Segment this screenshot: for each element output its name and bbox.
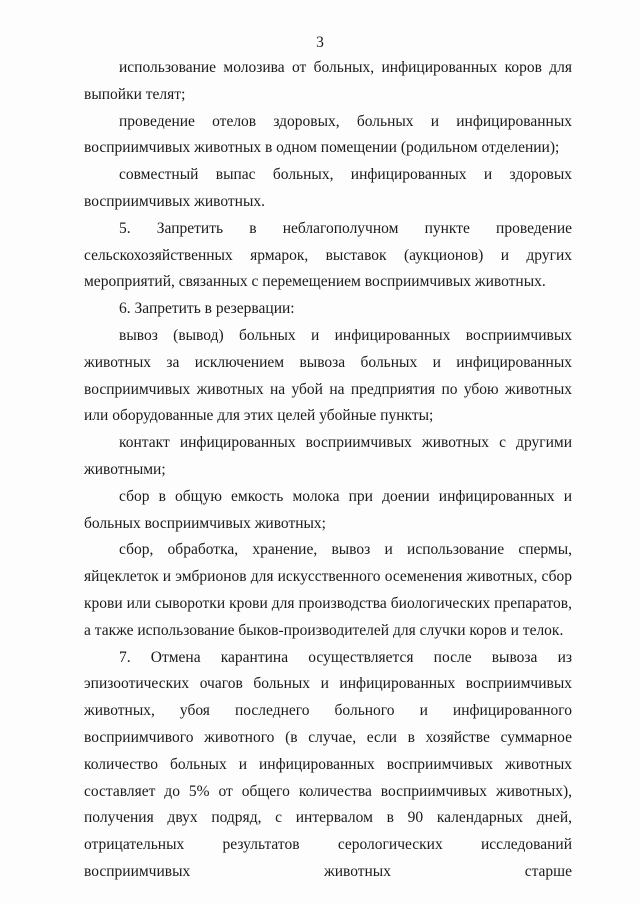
page-number: 3 xyxy=(316,34,324,51)
paragraph-colostrum: использование молозива от больных, инфицированных коров для выпойки телят; xyxy=(84,59,572,103)
paragraph-contact: контакт инфицированных восприимчивых животных с другими животными; xyxy=(84,434,572,478)
document-body xyxy=(84,55,572,886)
paragraph-calving: проведение отелов здоровых, больных и инфицированных восприимчивых животных в одном помещении (родильном отделении); xyxy=(84,112,572,157)
paragraph-grazing: совместный выпас больных, инфицированных и здоровых восприимчивых животных. xyxy=(84,166,572,210)
paragraph-item-5: 5. Запретить в неблагополучном пункте проведение сельскохозяйственных ярмарок, выставок (аукционов) и других мероприятий, связанных с перемещением восприимчивых животных. xyxy=(84,219,572,291)
paragraph-item-7: 7. Отмена карантина осуществляется после вывоза из эпизоотических очагов больных и инфицированных восприимчивых животных, убоя последнего больного и инфицированного восприимчивого животного (в случае, если в хозяйстве суммарное количество больных и инфицированных восприимчивых животных составляет до 5% от общего количества восприимчивых животных), получения двух подряд, с интервалом в 90 календарных дней, отрицательных результатов серологических исследований восприимчивых животных старше xyxy=(84,648,572,880)
paragraph-milk: сбор в общую емкость молока при доении инфицированных и больных восприимчивых животных; xyxy=(84,487,572,532)
paragraph-export: вывоз (вывод) больных и инфицированных восприимчивых животных за исключением вывоза больных и инфицированных восприимчивых животных на убой на предприятия по убою животных или оборудованные для этих целей убойные пункты; xyxy=(84,326,572,425)
paragraph-item-6: 6. Запретить в резервации: xyxy=(119,300,295,318)
paragraph-semen: сбор, обработка, хранение, вывоз и использование спермы, яйцеклеток и эмбрионов для искусственного осеменения животных, сбор крови или сыворотки крови для производства биологических препаратов, а также использование быков-производителей для случки коров и телок. xyxy=(84,541,572,639)
